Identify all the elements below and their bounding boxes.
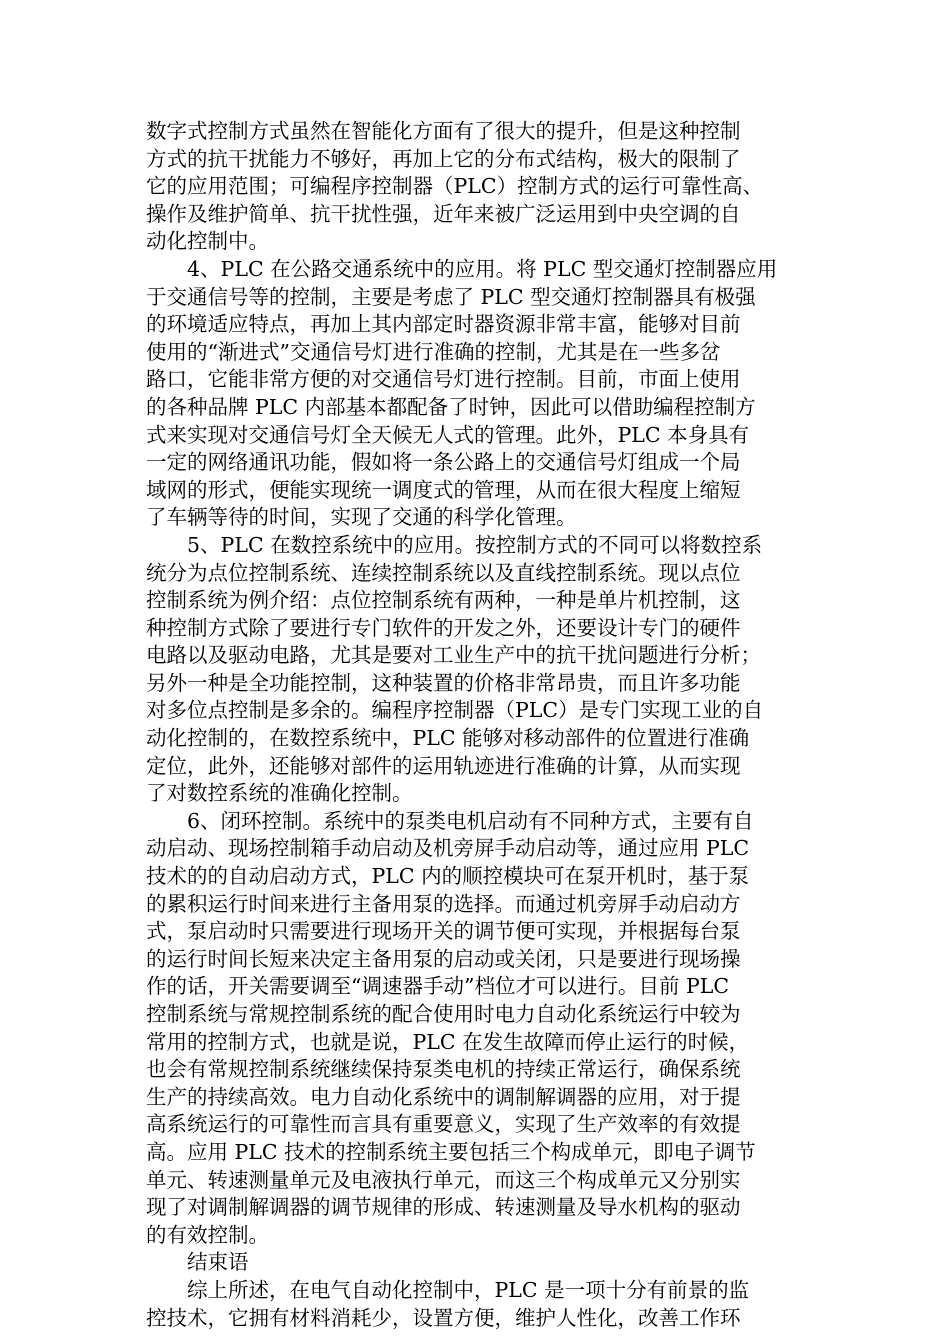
text-line: 单元、转速测量单元及电液执行单元，而这三个构成单元又分别实 <box>146 1167 741 1192</box>
text-line: 作的话，开关需要调至“调速器手动”档位才可以进行。目前 PLC <box>146 974 730 999</box>
text-line: 另外一种是全功能控制，这种装置的价格非常昂贵，而且许多功能 <box>146 670 741 695</box>
text-line: 路口，它能非常方便的对交通信号灯进行控制。目前，市面上使用 <box>146 367 741 392</box>
text-line: 综上所述，在电气自动化控制中，PLC 是一项十分有前景的监 <box>187 1277 750 1302</box>
text-line: 种控制方式除了要进行专门软件的开发之外，还要设计专门的硬件 <box>146 615 741 640</box>
text-line: 的运行时间长短来决定主备用泵的启动或关闭，只是要进行现场操 <box>146 946 741 971</box>
text-line: 也会有常规控制系统继续保持泵类电机的持续正常运行，确保系统 <box>146 1057 741 1082</box>
text-line: 现了对调制解调器的调节规律的形成、转速测量及导水机构的驱动 <box>146 1195 741 1220</box>
text-line: 它的应用范围；可编程序控制器（PLC）控制方式的运行可靠性高、 <box>146 174 764 199</box>
text-line: 高。应用 PLC 技术的控制系统主要包括三个构成单元，即电子调节 <box>146 1139 756 1164</box>
text-line: 的有效控制。 <box>146 1222 269 1247</box>
text-line: 式，泵启动时只需要进行现场开关的调节便可实现，并根据每台泵 <box>146 919 741 944</box>
text-line: 结束语 <box>187 1250 249 1275</box>
text-line: 动化控制中。 <box>146 229 269 254</box>
text-line: 电路以及驱动电路，尤其是要对工业生产中的抗干扰问题进行分析； <box>146 643 761 668</box>
text-line: 方式的抗干扰能力不够好，再加上它的分布式结构，极大的限制了 <box>146 146 741 171</box>
text-line: 数字式控制方式虽然在智能化方面有了很大的提升，但是这种控制 <box>146 119 741 143</box>
text-line: 的环境适应特点，再加上其内部定时器资源非常丰富，能够对目前 <box>146 312 741 337</box>
text-line: 技术的的自动启动方式，PLC 内的顺控模块可在泵开机时，基于泵 <box>146 864 750 889</box>
text-line: 统分为点位控制系统、连续控制系统以及直线控制系统。现以点位 <box>146 560 741 585</box>
text-line: 5、PLC 在数控系统中的应用。按控制方式的不同可以将数控系 <box>187 532 763 557</box>
text-line: 控技术，它拥有材料消耗少，设置方便，维护人性化，改善工作环 <box>146 1305 741 1330</box>
text-line: 动化控制的，在数控系统中，PLC 能够对移动部件的位置进行准确 <box>146 726 750 751</box>
text-line: 动启动、现场控制箱手动启动及机旁屏手动启动等，通过应用 PLC <box>146 836 750 861</box>
text-line: 了车辆等待的时间，实现了交通的科学化管理。 <box>146 505 577 530</box>
text-line: 使用的“渐进式”交通信号灯进行准确的控制，尤其是在一些多岔 <box>146 339 721 364</box>
text-line: 对多位点控制是多余的。编程序控制器（PLC）是专门实现工业的自 <box>146 698 764 723</box>
text-line: 常用的控制方式，也就是说，PLC 在发生故障而停止运行的时候， <box>146 1029 750 1054</box>
text-line: 6、闭环控制。系统中的泵类电机启动有不同种方式，主要有自 <box>187 808 754 833</box>
text-line: 生产的持续高效。电力自动化系统中的调制解调器的应用，对于提 <box>146 1084 741 1109</box>
text-line: 于交通信号等的控制，主要是考虑了 PLC 型交通灯控制器具有极强 <box>146 284 756 309</box>
text-line: 了对数控系统的准确化控制。 <box>146 781 413 806</box>
text-line: 定位，此外，还能够对部件的运用轨迹进行准确的计算，从而实现 <box>146 753 741 778</box>
text-line: 操作及维护简单、抗干扰性强，近年来被广泛运用到中央空调的自 <box>146 201 741 226</box>
text-line: 的累积运行时间来进行主备用泵的选择。而通过机旁屏手动启动方 <box>146 891 741 916</box>
text-line: 式来实现对交通信号灯全天候无人式的管理。此外，PLC 本身具有 <box>146 422 750 447</box>
text-line: 一定的网络通讯功能，假如将一条公路上的交通信号灯组成一个局 <box>146 450 741 475</box>
text-line: 高系统运行的可靠性而言具有重要意义，实现了生产效率的有效提 <box>146 1112 741 1137</box>
document-body <box>146 118 806 1332</box>
text-line: 控制系统与常规控制系统的配合使用时电力自动化系统运行中较为 <box>146 1002 741 1026</box>
text-line: 域网的形式，便能实现统一调度式的管理，从而在很大程度上缩短 <box>146 477 741 502</box>
text-line: 的各种品牌 PLC 内部基本都配备了时钟，因此可以借助编程控制方 <box>146 394 756 419</box>
text-line: 控制系统为例介绍：点位控制系统有两种，一种是单片机控制，这 <box>146 588 741 613</box>
text-line: 4、PLC 在公路交通系统中的应用。将 PLC 型交通灯控制器应用 <box>187 256 778 281</box>
